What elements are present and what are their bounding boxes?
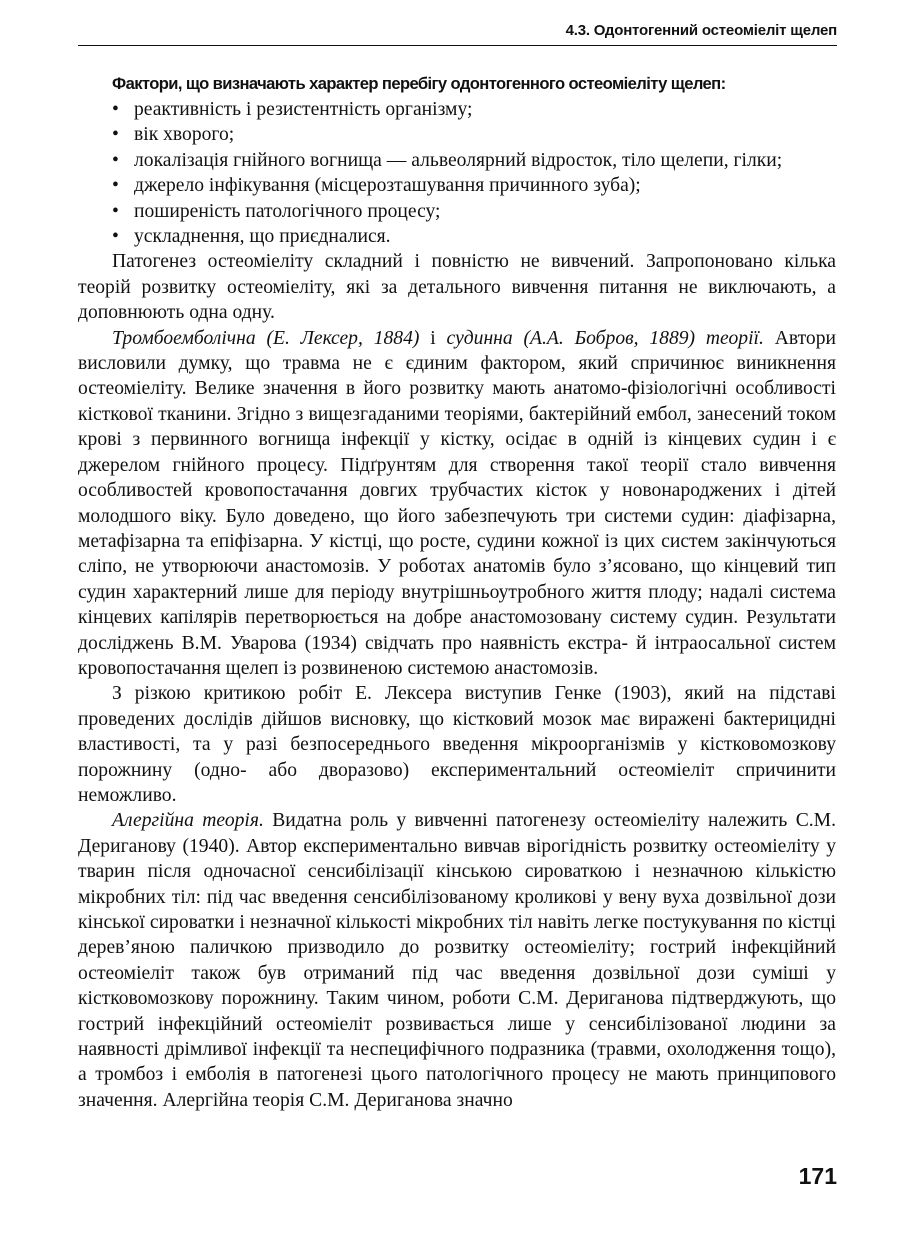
list-item-text: поширеність патологічного процесу;: [134, 200, 441, 222]
list-item: [78, 148, 836, 173]
list-item-text: вік хворого;: [134, 124, 235, 146]
factors-list: [78, 97, 836, 249]
bullet-icon: •: [112, 99, 119, 120]
list-item-text: джерело інфікування (місцерозташування причинного зуба);: [134, 175, 641, 197]
bullet-icon: •: [112, 124, 119, 146]
bullet-icon: •: [112, 175, 119, 197]
allergic-theory-title: Алергійна теорія.: [112, 810, 264, 832]
list-item: [78, 122, 836, 147]
theory-join: і: [419, 327, 447, 349]
list-item: [78, 97, 836, 122]
list-item: [78, 224, 836, 249]
theory-title: Тромбоемболічна (Е. Лексер, 1884): [112, 327, 420, 349]
header-rule: [78, 45, 837, 46]
paragraph-pathogenesis: Патогенез остеоміеліту складний і повністю не вивчений. Запропоновано кілька теорій розвитку остеоміеліту, які за детального вивчення питання не виключають, а доповнюють одна одну.: [78, 251, 836, 324]
theory-text: Автори висловили думку, що травма не є єдиним фактором, який спричинює виникнення остеоміеліту. Велике значення в його розвитку мають анатомо-фізіологічні особливості кісткової тканини. Згідно з вищезгаданими теоріями, бактерійний ембол, занесений током крові з первинного вогнища інфекції у кістку, осідає в одній із кінцевих судин і є джерелом гнійного процесу. Підґрунтям для створення такої теорії стало вивчення особливостей кровопостачання довгих трубчастих кісток у новонароджених і дітей молодшого віку. Було доведено, що його забезпечують три системи судин: діафізарна, метафізарна та епіфізарна. У кістці, що росте, судини кожної із цих систем закінчуються сліпо, не утворюючи анастомозів. У роботах анатомів було з’ясовано, що кінцевий тип судин характерний лише для періоду внутрішньоутробного життя плоду; надалі система кінцевих капілярів перетворюється на добре анастомозовану систему судин. Результати досліджень В.М. Уварова (1934) свідчать про наявність екстра- й інтраосальної систем кровопостачання щелеп із розвиненою системою анастомозів.: [78, 327, 836, 679]
factors-heading: Фактори, що визначають характер перебігу одонтогенного остеоміеліту щелеп:: [112, 74, 726, 93]
page-number: 171: [798, 1163, 837, 1189]
list-item-text: ускладнення, що приєдналися.: [134, 226, 391, 248]
allergic-theory-text: Видатна роль у вивченні патогенезу остеоміеліту належить С.М. Дериганову (1940). Автор експериментально вивчав вірогідність розвитку остеоміеліту у тварин після одночасної сенсибілізації кінською сироваткою і незначною кількістю мікробних тіл: під час введення сенсибілізованому кроликові у вену вуха дозвільної дози кінської сироватки і незначної кількості мікробних тіл навіть легке постукування по кістці дерев’яною паличкою призводило до розвитку остеоміеліту; гострий інфекційний остеоміеліт також був отриманий під час введення дозвільної дози суміші у кістковомозкову порожнину. Таким чином, роботи С.М. Дериганова підтверджують, що гострий інфекційний остеоміеліт розвивається лише у сенсибілізованої людини за наявності дрімливої інфекції та неспецифічного подразника (травми, охолодження тощо), а тромбоз і емболія в патогенезі цього патологічного процесу не мають принципового значення. Алергійна теорія С.М. Дериганова значно: [78, 810, 836, 1111]
bullet-icon: •: [112, 149, 119, 171]
list-item: [78, 173, 836, 198]
page-content: [78, 70, 836, 1113]
paragraph-thromboembolic-theory: [78, 326, 836, 682]
running-head: 4.3. Одонтогенний остеоміеліт щелеп: [565, 22, 837, 39]
list-item-text: локалізація гнійного вогнища — альвеолярний відросток, тіло щелепи, гілки;: [134, 149, 783, 171]
bullet-icon: •: [112, 226, 119, 248]
paragraph-genke-critique: З різкою критикою робіт Е. Лексера виступив Генке (1903), який на підставі проведених дослідів дійшов висновку, що кістковий мозок має виражені бактерицидні властивості, та у разі безпосереднього введення мікроорганізмів у кістковомозкову порожнину (одно- або дворазово) експериментальний остеоміеліт спричинити неможливо.: [78, 683, 836, 806]
theory-title-vascular: судинна (А.А. Бобров, 1889) теорії.: [446, 327, 764, 349]
paragraph-allergic-theory: [78, 808, 836, 1113]
list-item-text: реактивність і резистентність організму;: [134, 99, 473, 120]
bullet-icon: •: [112, 200, 119, 222]
list-item: [78, 199, 836, 224]
